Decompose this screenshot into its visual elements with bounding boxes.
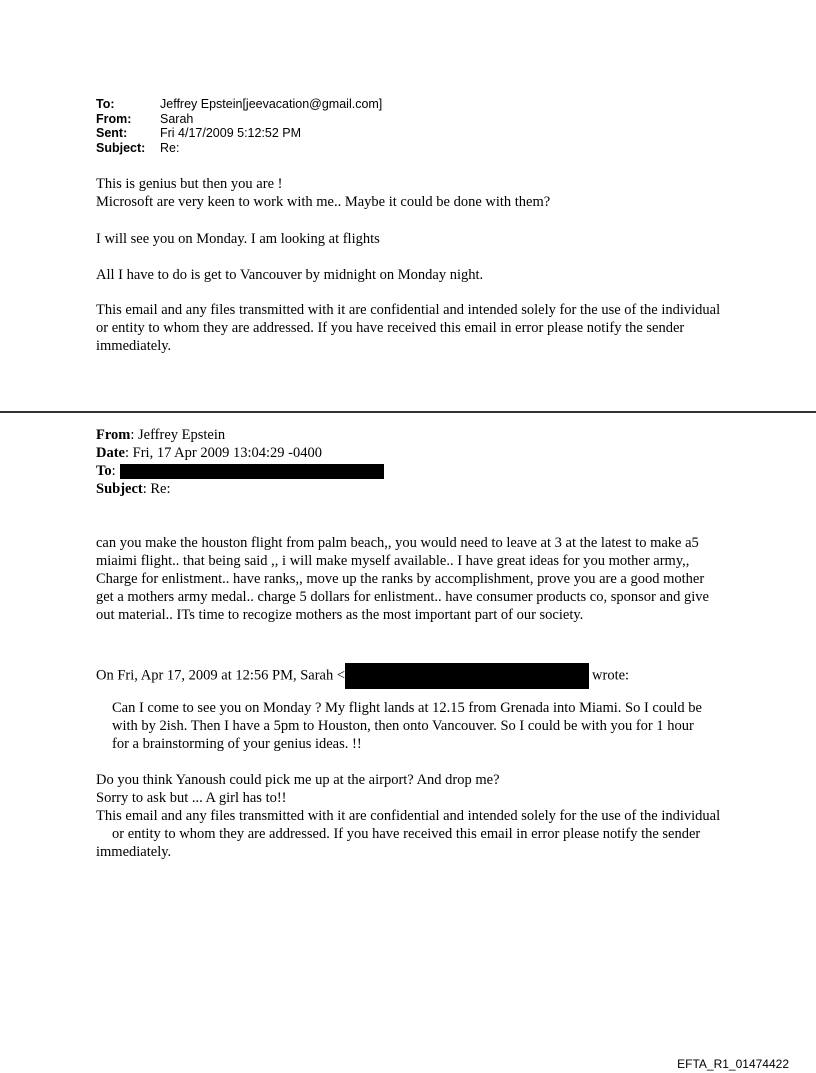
to-value: Jeffrey Epstein[jeevacation@gmail.com] [160, 97, 383, 111]
quote-intro [96, 663, 721, 689]
subject-value: Re: [160, 140, 180, 155]
subject-label: Subject [96, 481, 143, 497]
email1-subject-row [96, 141, 382, 156]
to-value: : [111, 463, 116, 479]
date-value: : Fri, 17 Apr 2009 13:04:29 -0400 [125, 445, 322, 461]
from-label: From: [96, 111, 132, 126]
from-value: : Jeffrey Epstein [130, 427, 226, 443]
email1-to-row [96, 97, 382, 112]
to-label: To [96, 463, 112, 479]
from-value: Sarah [160, 111, 194, 126]
email2-disclaimer: This email and any files transmitted with it are confidential and intended solely for the use of the individual or entity to whom they are addressed. If you have received this email in error please notify the sender [96, 808, 721, 842]
email1-disclaimer-end: immediately. [96, 338, 172, 354]
email2-date-row [96, 444, 721, 462]
email2-body: can you make the houston flight from palm beach,, you would need to leave at 3 at the latest to make a5 miaimi flight.. that being said ,, i will make myself available.. I have great ideas for you mother army,, Charge for enlistment.. have ranks,, move up the ranks by accomplishment, prove you are a good mother get a mothers army medal.. charge 5 dollars for enlistment.. have consumer products co, sponsor and give out material.. ITs time to recogize mothers as the most important part of our society. [96, 535, 709, 623]
email1-header [96, 97, 382, 155]
email1-from-row [96, 112, 382, 127]
from-label: From [96, 427, 131, 443]
email1-body-para3: All I have to do is get to Vancouver by midnight on Monday night. [96, 267, 484, 283]
document-id: EFTA_R1_01474422 [677, 1057, 789, 1071]
sent-label: Sent: [96, 126, 128, 140]
email1-body [96, 175, 721, 211]
email2-disclaimer-end: immediately. [96, 844, 172, 860]
email1-sent-row [96, 126, 382, 141]
email1-disclaimer [96, 301, 721, 355]
subject-label: Subject: [96, 140, 146, 155]
to-label: To: [96, 97, 115, 111]
quoted-message: Can I come to see you on Monday ? My flight lands at 12.15 from Grenada into Miami. So I could be with by 2ish. Then I have a 5pm to Houston, then onto Vancouver. So I could be with you for 1 hour for a brainstorming of your genius ideas. !! [112, 700, 702, 752]
email2-from-row [96, 426, 721, 444]
email1-body-line1: This is genius but then you are ! [96, 176, 283, 192]
redaction-bar [120, 464, 384, 479]
email1-disclaimer-text: This email and any files transmitted with it are confidential and intended solely for the use of the individual or entity to whom they are addressed. If you have received this email in error please notify the sender [96, 302, 721, 336]
email1-body-para2: I will see you on Monday. I am looking at flights [96, 231, 380, 247]
subject-value: : Re: [142, 481, 171, 497]
email2-header [96, 426, 721, 498]
divider [0, 411, 816, 413]
email1-body-line2: Microsoft are very keen to work with me.. Maybe it could be done with them? [96, 194, 551, 210]
quote-intro-end: wrote: [592, 667, 630, 684]
email2-line-a: Do you think Yanoush could pick me up at the airport? And drop me? [96, 772, 500, 788]
redaction-bar [345, 663, 589, 689]
email2-footer-text [96, 771, 721, 861]
email2-subject-row [96, 480, 721, 498]
quote-intro-start: On Fri, Apr 17, 2009 at 12:56 PM, Sarah < [96, 667, 346, 684]
sent-value: Fri 4/17/2009 5:12:52 PM [160, 126, 302, 140]
email2-to-row [96, 462, 721, 480]
date-label: Date [96, 445, 125, 461]
email2-line-b: Sorry to ask but ... A girl has to!! [96, 790, 287, 806]
